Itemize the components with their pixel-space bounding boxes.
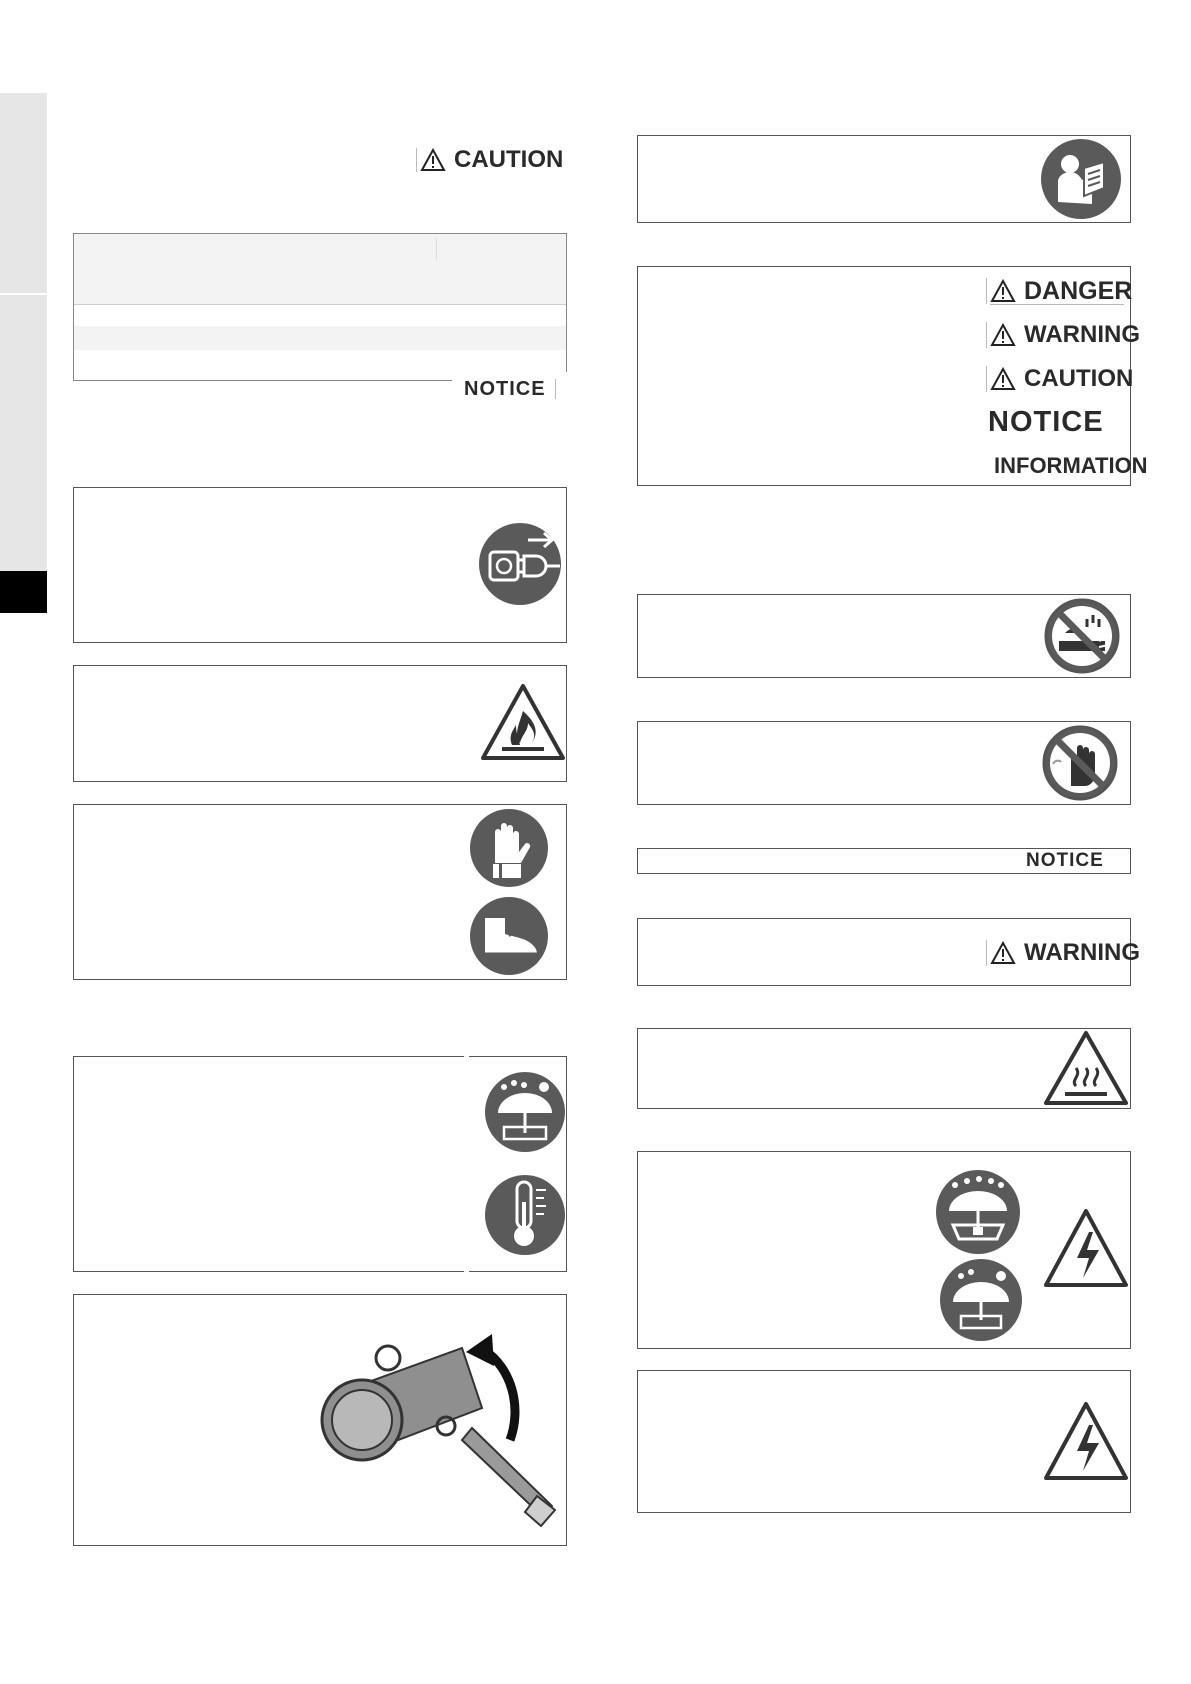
do-not-touch-icon bbox=[1041, 724, 1119, 802]
notice-bar-label: NOTICE bbox=[1026, 850, 1104, 871]
notice-label: NOTICE bbox=[988, 405, 1104, 438]
danger-label: DANGER bbox=[990, 276, 1132, 306]
box-edge-gap bbox=[464, 1050, 469, 1278]
wear-gloves-icon bbox=[469, 808, 549, 888]
electric-shock-warning-icon bbox=[1043, 1208, 1129, 1288]
warning-triangle-icon bbox=[990, 279, 1016, 303]
warning-triangle-icon bbox=[990, 941, 1016, 965]
read-manual-icon bbox=[1040, 138, 1122, 220]
warning-triangle-icon bbox=[990, 323, 1016, 347]
table-header-divider bbox=[436, 238, 437, 260]
information-label: INFORMATION bbox=[994, 453, 1148, 478]
side-tab-active[interactable] bbox=[0, 571, 47, 613]
notice-label-left: NOTICE bbox=[464, 377, 546, 401]
warning-triangle-icon bbox=[990, 367, 1016, 391]
no-water-cleaning-icon bbox=[1043, 597, 1121, 675]
info-table bbox=[73, 233, 567, 381]
electric-shock-warning-icon bbox=[1043, 1401, 1129, 1481]
disconnect-plug-icon bbox=[478, 522, 562, 606]
warning-label: WARNING bbox=[990, 320, 1140, 350]
flammable-warning-icon bbox=[480, 683, 566, 761]
protect-from-weather-icon bbox=[939, 1258, 1023, 1342]
side-tab-2[interactable] bbox=[0, 295, 47, 571]
warning-triangle-icon bbox=[420, 148, 446, 172]
warning-label-box: WARNING bbox=[990, 938, 1140, 968]
table-row bbox=[74, 326, 566, 350]
temperature-icon bbox=[484, 1174, 566, 1256]
table-header bbox=[74, 234, 566, 305]
pipe-tool-illustration bbox=[312, 1328, 572, 1538]
caution-label: CAUTION bbox=[990, 364, 1133, 394]
side-tab-1[interactable] bbox=[0, 93, 47, 293]
keep-dry-icon bbox=[935, 1169, 1021, 1255]
protect-from-weather-icon bbox=[484, 1071, 566, 1153]
hot-surface-warning-icon bbox=[1043, 1030, 1129, 1106]
caution-label-top: CAUTION bbox=[420, 146, 563, 174]
danger-underline bbox=[990, 304, 1124, 305]
safety-shoes-icon bbox=[469, 896, 549, 976]
